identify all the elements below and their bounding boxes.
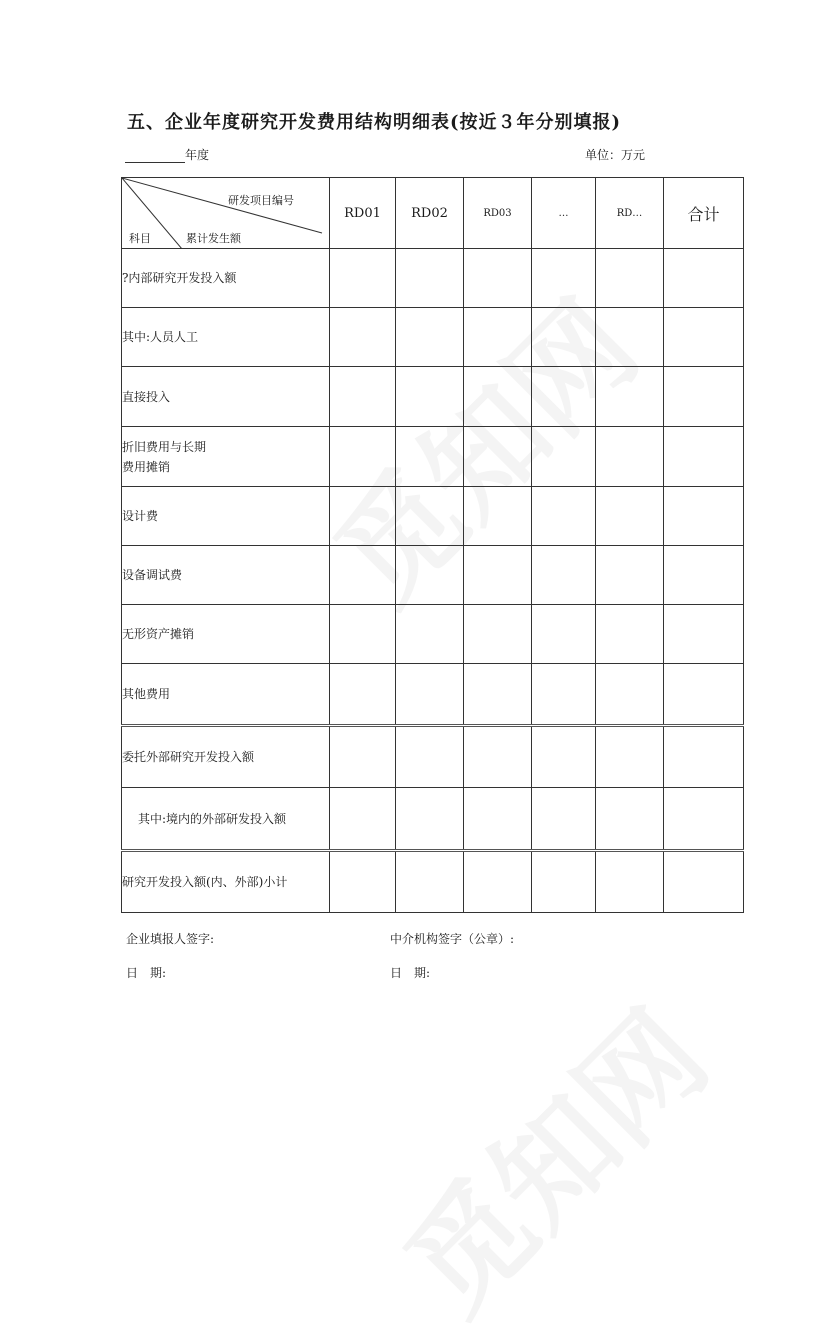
value-cell[interactable] (532, 726, 596, 788)
row-label-equipment-debug: 设备调试费 (122, 546, 330, 605)
value-cell[interactable] (464, 546, 532, 605)
value-cell[interactable] (396, 546, 464, 605)
value-cell[interactable] (396, 788, 464, 851)
value-cell[interactable] (532, 664, 596, 726)
table-row (122, 487, 744, 546)
value-cell[interactable] (532, 487, 596, 546)
value-cell[interactable] (664, 851, 744, 913)
value-cell[interactable] (464, 851, 532, 913)
value-cell[interactable] (664, 788, 744, 851)
value-cell[interactable] (330, 427, 396, 487)
value-cell[interactable] (664, 308, 744, 367)
table-row (122, 308, 744, 367)
value-cell[interactable] (464, 427, 532, 487)
value-cell[interactable] (596, 427, 664, 487)
table-row (122, 546, 744, 605)
value-cell[interactable] (330, 605, 396, 664)
value-cell[interactable] (330, 367, 396, 427)
date-left-label: 日 期: (126, 966, 167, 980)
value-cell[interactable] (330, 546, 396, 605)
value-cell[interactable] (596, 726, 664, 788)
table-row (122, 367, 744, 427)
value-cell[interactable] (464, 308, 532, 367)
page-title: 五、企业年度研究开发费用结构明细表(按近３年分别填报) (127, 112, 622, 133)
value-cell[interactable] (664, 664, 744, 726)
value-cell[interactable] (464, 788, 532, 851)
unit-label: 单位：万元 (585, 148, 646, 162)
table-row (122, 851, 744, 913)
value-cell[interactable] (532, 308, 596, 367)
value-cell[interactable] (532, 427, 596, 487)
row-label-internal-rd: ?内部研究开发投入额 (122, 249, 330, 308)
value-cell[interactable] (396, 427, 464, 487)
value-cell[interactable] (464, 726, 532, 788)
value-cell[interactable] (664, 487, 744, 546)
value-cell[interactable] (330, 664, 396, 726)
col-rd-more: RD… (596, 178, 664, 249)
table-row (122, 664, 744, 726)
value-cell[interactable] (664, 367, 744, 427)
diagonal-header-cell (122, 178, 330, 249)
table-row (122, 605, 744, 664)
value-cell[interactable] (596, 788, 664, 851)
value-cell[interactable] (596, 664, 664, 726)
value-cell[interactable] (396, 851, 464, 913)
row-label-domestic-external: 其中:境内的外部研发投入额 (122, 788, 330, 851)
header-subject: 科目 (129, 232, 151, 245)
value-cell[interactable] (596, 249, 664, 308)
value-cell[interactable] (464, 487, 532, 546)
value-cell[interactable] (532, 249, 596, 308)
value-cell[interactable] (330, 249, 396, 308)
value-cell[interactable] (396, 664, 464, 726)
value-cell[interactable] (464, 605, 532, 664)
value-cell[interactable] (596, 605, 664, 664)
header-row (122, 178, 744, 249)
value-cell[interactable] (396, 308, 464, 367)
value-cell[interactable] (664, 249, 744, 308)
value-cell[interactable] (596, 308, 664, 367)
table-row (122, 427, 744, 487)
value-cell[interactable] (464, 367, 532, 427)
expense-table (121, 177, 744, 913)
value-cell[interactable] (664, 546, 744, 605)
year-field (125, 146, 209, 163)
value-cell[interactable] (596, 487, 664, 546)
table-row (122, 249, 744, 308)
date-right-label: 日 期: (390, 966, 431, 980)
row-label-direct-input: 直接投入 (122, 367, 330, 427)
value-cell[interactable] (532, 788, 596, 851)
value-cell[interactable] (396, 487, 464, 546)
value-cell[interactable] (664, 726, 744, 788)
col-rd01: RD01 (330, 178, 396, 249)
value-cell[interactable] (664, 605, 744, 664)
value-cell[interactable] (596, 851, 664, 913)
table-row (122, 788, 744, 851)
value-cell[interactable] (464, 664, 532, 726)
value-cell[interactable] (396, 249, 464, 308)
year-suffix: 年度 (185, 148, 210, 162)
row-label-subtotal: 研究开发投入额(内、外部)小计 (122, 851, 330, 913)
col-rd02: RD02 (396, 178, 464, 249)
value-cell[interactable] (664, 427, 744, 487)
row-label-intangible-amortization: 无形资产摊销 (122, 605, 330, 664)
value-cell[interactable] (330, 726, 396, 788)
col-total: 合计 (664, 178, 744, 249)
table-row (122, 726, 744, 788)
col-ellipsis: … (532, 178, 596, 249)
value-cell[interactable] (330, 487, 396, 546)
value-cell[interactable] (532, 546, 596, 605)
value-cell[interactable] (396, 605, 464, 664)
header-cumulative: 累计发生额 (186, 232, 241, 245)
value-cell[interactable] (532, 605, 596, 664)
row-label-personnel: 其中:人员人工 (122, 308, 330, 367)
row-label-external-rd: 委托外部研究开发投入额 (122, 726, 330, 788)
watermark-bottom (362, 968, 738, 1344)
year-blank[interactable] (125, 149, 185, 163)
value-cell[interactable] (596, 546, 664, 605)
value-cell[interactable] (532, 367, 596, 427)
value-cell[interactable] (532, 851, 596, 913)
agency-signature-label: 中介机构签字（公章）: (390, 932, 515, 946)
value-cell[interactable] (330, 851, 396, 913)
value-cell[interactable] (330, 308, 396, 367)
filler-signature-label: 企业填报人签字: (126, 932, 215, 946)
value-cell[interactable] (330, 788, 396, 851)
value-cell[interactable] (464, 249, 532, 308)
col-rd03: RD03 (464, 178, 532, 249)
value-cell[interactable] (396, 726, 464, 788)
row-label-other-expenses: 其他费用 (122, 664, 330, 726)
row-label-design-fee: 设计费 (122, 487, 330, 546)
value-cell[interactable] (596, 367, 664, 427)
row-label-depreciation: 折旧费用与长期 费用摊销 (122, 427, 330, 487)
value-cell[interactable] (396, 367, 464, 427)
header-project-code: 研发项目编号 (228, 194, 294, 207)
